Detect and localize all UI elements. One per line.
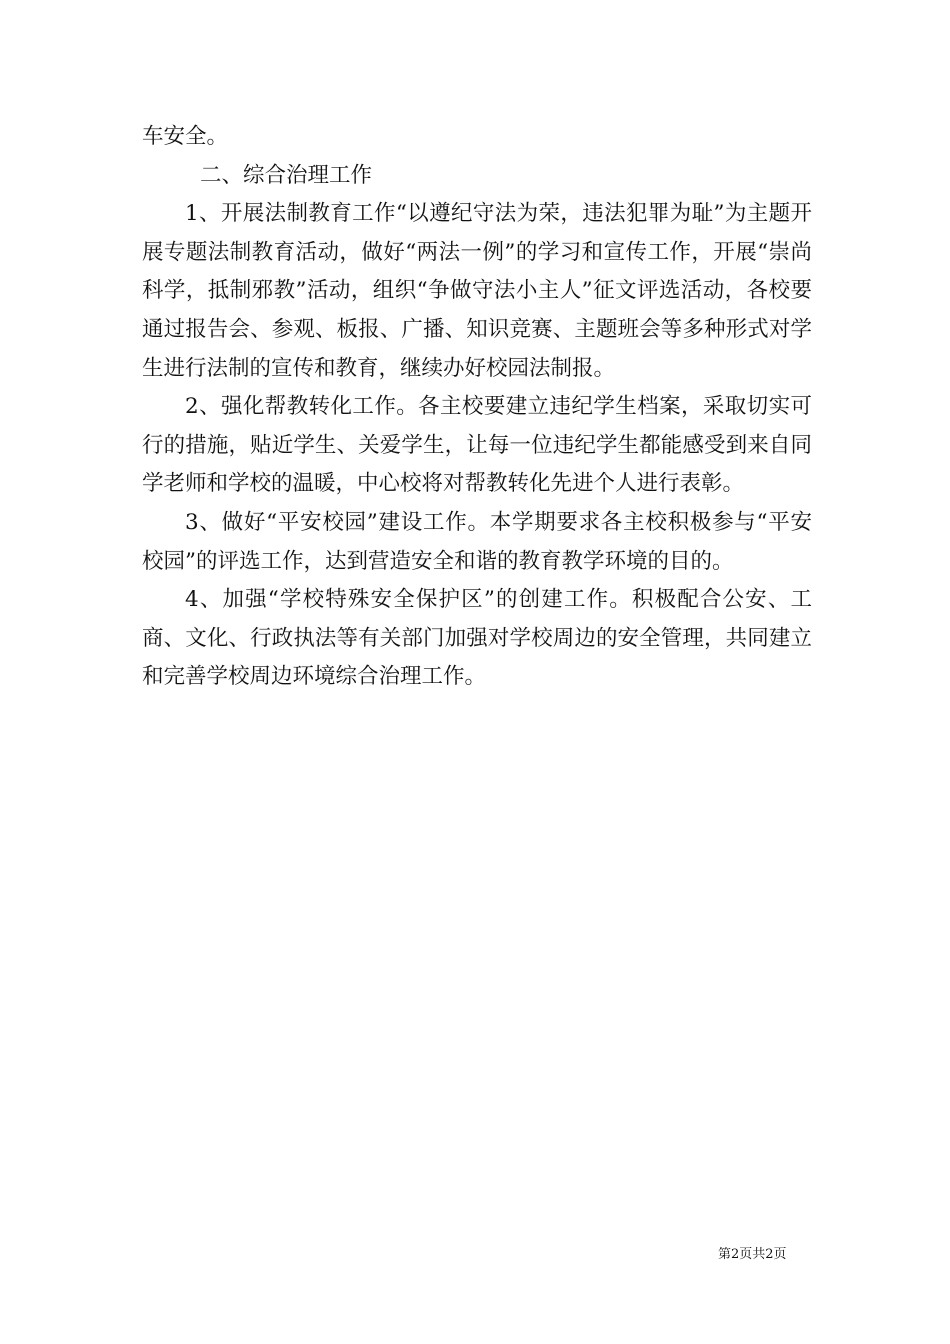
paragraph-continuation: 车安全。 [142,124,229,149]
paragraph-item-2: 2、强化帮教转化工作。各主校要建立违纪学生档案，采取切实可行的措施，贴近学生、关爱学生，让每一位违纪学生都能感受到来自同学老师和学校的温暖，中心校将对帮教转化先进个人进行表彰。 [142,394,812,497]
paragraph-item-3: 3、做好“平安校园”建设工作。本学期要求各主校积极参与“平安校园”的评选工作，达到营造安全和谐的教育教学环境的目的。 [142,509,812,574]
paragraph-item-4: 4、加强“学校特殊安全保护区”的创建工作。积极配合公安、工商、文化、行政执法等有关部门加强对学校周边的安全管理，共同建立和完善学校周边环境综合治理工作。 [142,587,812,690]
document-body [142,118,812,697]
section-heading: 二、综合治理工作 [200,162,373,188]
page-number-footer: 第2页共2页 [718,1247,787,1262]
paragraph-item-1: 1、开展法制教育工作“以遵纪守法为荣，违法犯罪为耻”为主题开展专题法制教育活动，做好“两法一例”的学习和宣传工作，开展“崇尚科学，抵制邪教”活动，组织“争做守法小主人”征文评选活动，各校要通过报告会、参观、板报、广播、知识竞赛、主题班会等多种形式对学生进行法制的宣传和教育，继续办好校园法制报。 [142,201,812,381]
